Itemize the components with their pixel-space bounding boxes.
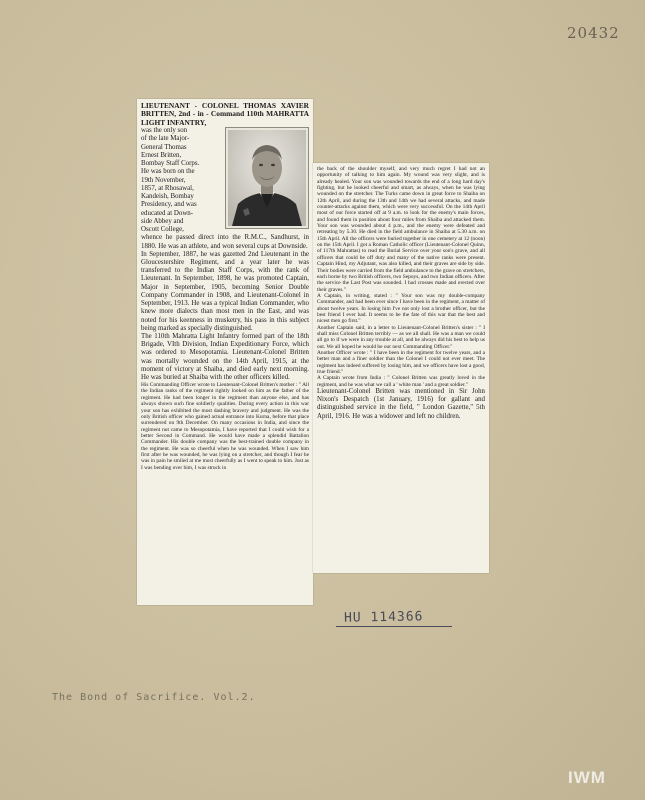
book-title: The Bond of Sacrifice. Vol.2. <box>52 692 256 703</box>
handwritten-underline <box>336 626 452 627</box>
reference-number: 20432 <box>567 24 620 42</box>
paragraph-officer-quote: Another Officer wrote : " I have been in the regiment for twelve years, and a better man and a finer soldier than the Colonel I could not ever meet. The regiment has indeed suffered by losing him, and we officers have lost a good, true friend." <box>317 349 485 375</box>
portrait-image <box>228 130 306 226</box>
wrap-line: He was born on the <box>141 168 195 176</box>
wrap-line: Oscott College, <box>141 226 184 234</box>
wrap-line: Kandeish, Bombay <box>141 193 194 201</box>
portrait-photo <box>225 127 309 229</box>
newspaper-clipping-right <box>313 163 489 573</box>
paragraph-death: The 110th Mahratta Light Infantry formed part of the 18th Brigade, VIth Division, Indian Expeditionary Force, which was ordered to Mesopotamia. Lieutenant-Colonel Britten was mortally wounded on the 14th April, 1915, at the moment of victory at Shaiba, and died early next morning. He was buried at Shaiba with the other officers killed. <box>141 332 309 381</box>
handwritten-catalogue-number: HU 114366 <box>343 609 424 626</box>
wrap-line: Presidency, and was <box>141 201 197 209</box>
wrap-line: educated at Down- <box>141 209 194 217</box>
wrap-line: 19th November, <box>141 176 186 184</box>
wrap-line: Bombay Staff Corps. <box>141 160 200 168</box>
watermark-logo: IWM <box>568 768 606 787</box>
wrap-line: of the late Major- <box>141 135 190 143</box>
clipping-heading: LIEUTENANT - COLONEL THOMAS XAVIER BRITTEN, 2nd - in - Command 110th MAHRATTA LIGHT INFANTRY, <box>141 101 309 127</box>
paragraph-letter-continued: the back of the shoulder myself, and very much regret I had not an opportunity of talking to him again. My wound was very slight, and is already healed. Your son was wounded towards the end of a long hard day's fighting, but he looked cheerful and smart, as always, when he was lying wounded on the stretcher. The Turks came down in great force to Shaiba on 12th April, and during the 13th and 14th we had several attacks, and made counter-attacks against them, which were very successful. On the 14th April most of our force started off at 9 a.m. to look for the enemy's main forces, and found them in position about four miles from Shaiba and attacked them. Your son was wounded about 4 p.m., and the enemy were defeated and retreating by 5.30. He died in the field ambulance in Shaiba at 5.30 a.m. on 15th April. All the officers were buried together in one cemetery at 12 (noon) on the 15th April. I got a Roman Catholic officer (Lieutenant-Colonel Quinn, of 117th Mahrattas) to read the Burial Service over your son's grave, and all officers that could be off duty and many of the native ranks were present. Captain Hind, my Adjutant, was also killed, and their graves are side by side. Their bodies were carried from the field ambulance to the grave on stretchers, each borne by two British officers, two Sepoys, and two Indian officers. After the service the Last Post was sounded. I had crosses made and erected over their graves." <box>317 166 485 293</box>
wrap-line: Ernest Britten, <box>141 151 182 159</box>
wrap-line: was the only son <box>141 127 188 135</box>
newspaper-clipping-left <box>137 99 313 605</box>
paragraph-india-quote: A Captain wrote from India : " Colonel Britten was greatly loved in the regiment, and he was what we call a ' white man ' and a great soldier." <box>317 375 485 388</box>
wrap-line: 1857, at Rhosawal, <box>141 184 194 192</box>
photo-text-wrap <box>141 127 309 234</box>
wrap-line: side Abbey and <box>141 217 184 225</box>
paragraph-letter: His Commanding Officer wrote to Lieutenant-Colonel Britten's mother : " All the Indian ranks of the regiment rightly looked on him as the father of the regiment. He had been longer in the regiment than anyone else, and has always shown such fine soldierly qualities. During every action in this war your son has exhibited the most dashing bravery and judgment. He was the only British officer who gained actual entrance into Kurna, before that place surrendered on 9th December. On many occasions in India, and since the regiment not came to Mesopotamia, I have reported that I could wish for a better Second in Command. He would have made a splendid Battalion Commander. His double company was the best-trained double company in the regiment. He was so cheerful when he was wounded. When I saw him first after he was wounded, he was lying on a stretcher, and though I fear he was in pain he smiled at me most cheerfully as I went to speak to him. Just as I was bending over him, I was struck in <box>141 382 309 471</box>
paragraph-education: whence he passed direct into the R.M.C., Sandhurst, in 1880. He was an athlete, and won several cups at Downside. <box>141 234 309 250</box>
paragraph-despatch: Lieutenant-Colonel Britten was mentioned in Sir John Nixon's Despatch (1st January, 1916) for gallant and distinguished service in the field, " London Gazette," 5th April, 1916. He was a widower and left no children. <box>317 388 485 420</box>
paragraph-sister-letter: Another Captain said, in a letter to Lieutenant-Colonel Britten's sister : " I shall miss Colonel Britten terribly — as we all shall. He was a man we could all go to if we were in any trouble at all, and he always did his best to help us out. We all hoped he would be our next Commanding Officer." <box>317 324 485 350</box>
paragraph-career: In September, 1887, he was gazetted 2nd Lieutenant in the Gloucestershire Regiment, and a year later he was transferred to the Indian Staff Corps, with the rank of Lieutenant. In September, 1898, he was promoted Captain, Major in September, 1905, becoming Senior Double Company Commander in 1908, and Lieutenant-Colonel in September, 1913. He was a typical Indian Commander, who knew more dialects than most men in the East, and was noted for his keenness in musketry, his pass in this subject being marked as specially distinguished. <box>141 250 309 332</box>
wrap-line: General Thomas <box>141 143 187 151</box>
paragraph-captain-quote: A Captain, in writing, stated : " Your son was my double-company Commander, and had been ever since I have been in the regiment, a matter of about twelve years. In losing him I've not only lost a brother officer, but the best friend I ever had. It seems to be the fate of this war that the best and nicest men go first." <box>317 292 485 325</box>
